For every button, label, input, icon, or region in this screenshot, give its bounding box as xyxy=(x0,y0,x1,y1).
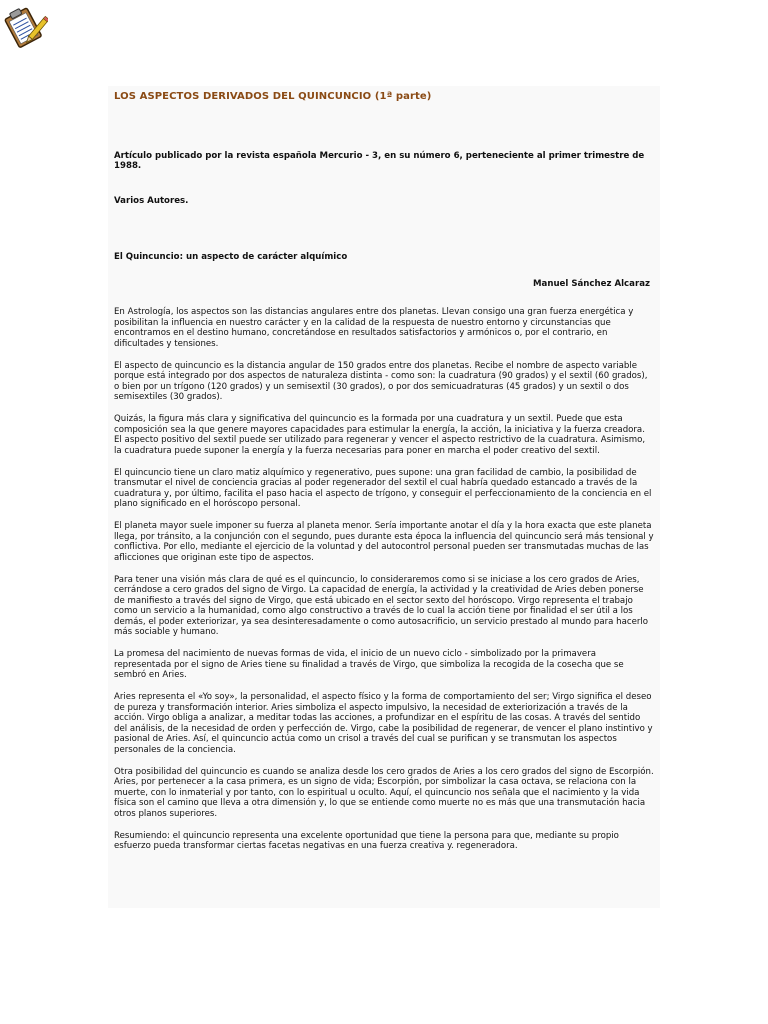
body-paragraph: Quizás, la figura más clara y significativa del quincuncio es la formada por una cuadratura y un sextil. Puede que esta composición sea la que genere mayores capacidades para estimular la energía, la acción, la iniciativa y la fuerza creadora. El aspecto positivo del sextil puede ser utilizado para regenerar y vencer el aspecto restrictivo de la cuadratura. Asimismo, la cuadratura puede suponer la energía y la fuerza necesarias para poner en marcha el poder creativo del sextil. xyxy=(114,414,646,456)
body-paragraph: El quincuncio tiene un claro matiz alquímico y regenerativo, pues supone: una gran facilidad de cambio, la posibilidad de transmutar el nivel de conciencia gracias al poder regenerador del sextil el cual habría quedado estancado a través de la cuadratura y, por último, facilita el paso hacia el aspecto de trígono, y conseguir el perfeccionamiento de la conciencia en el plano significado en el horóscopo personal. xyxy=(114,467,652,509)
article-content xyxy=(114,90,654,863)
article-body xyxy=(114,307,654,852)
body-paragraph: Otra posibilidad del quincuncio es cuando se analiza desde los cero grados de Aries a los cero grados del signo de Escorpión. Aries, por pertenecer a la casa primera, es un signo de vida; Escorpión, por simbolizar la casa octava, se relaciona con la muerte, con lo inmaterial y por tanto, con lo espiritual u oculto. Aquí, el quincuncio nos señala que el nacimiento y la vida física son el camino que lleva a otra dimensión y, lo que se entiende como muerte no es más que una transmutación hacia otros planos superiores. xyxy=(114,766,654,819)
body-paragraph: Aries representa el «Yo soy», la personalidad, el aspecto físico y la forma de comportamiento del ser; Virgo significa el deseo de pureza y transformación interior. Aries simboliza el aspecto impulsivo, la necesidad de exteriorización a través de la acción. Virgo obliga a analizar, a meditar todas las acciones, a profundizar en el espíritu de las cosas. A través del sentido del análisis, de la necesidad de orden y perfección de. Virgo, cabe la posibilidad de regenerar, de vencer el plano instintivo y pasional de Aries. Así, el quincuncio actúa como un crisol a través del cual se purifican y se transmutan los aspectos personales de la conciencia. xyxy=(114,692,653,755)
author-name: Manuel Sánchez Alcaraz xyxy=(532,279,650,289)
body-paragraph: En Astrología, los aspectos son las distancias angulares entre dos planetas. Llevan consigo una gran fuerza energética y posibilitan la influencia en nuestro carácter y en la calidad de la respuesta de nuestro entorno y circunstancias que encontramos en el destino humano, concretándose en resultados satisfactorios y armónicos o, por el contrario, en dificultades y tensiones. xyxy=(114,307,634,349)
body-paragraph: El planeta mayor suele imponer su fuerza al planeta menor. Sería importante anotar el día y la hora exacta que este planeta llega, por tránsito, a la conjunción con el segundo, pues durante esta época la influencia del quincuncio será más tensional y conflictiva. Por ello, mediante el ejercicio de la voluntad y del autocontrol personal pueden ser transmutadas muchas de las aflicciones que originan este tipo de aspectos. xyxy=(114,521,654,563)
body-paragraph: Para tener una visión más clara de qué es el quincuncio, lo consideraremos como si se iniciase a los cero grados de Aries, cerrándose a cero grados del signo de Virgo. La capacidad de energía, la actividad y la creatividad de Aries deben ponerse de manifiesto a través del signo de Virgo, que está ubicado en el sector sexto del horóscopo. Virgo representa el trabajo como un servicio a la humanidad, como algo constructivo a través de lo cual la acción tiene por finalidad el ser útil a los demás, el poder exteriorizar, ya sea desinteresadamente o como autosacrificio, un servicio prestado al mundo para hacerlo más sociable y humano. xyxy=(114,574,649,637)
page-title: LOS ASPECTOS DERIVADOS DEL QUINCUNCIO (1ª parte) xyxy=(114,91,432,102)
clipboard-pencil-icon xyxy=(2,2,48,52)
authors-line: Varios Autores. xyxy=(114,196,189,206)
body-paragraph: Resumiendo: el quincuncio representa una excelente oportunidad que tiene la persona para que, mediante su propio esfuerzo pueda transformar ciertas facetas negativas en una fuerza creativa y. regeneradora. xyxy=(114,830,619,851)
body-paragraph: La promesa del nacimiento de nuevas formas de vida, el inicio de un nuevo ciclo - simbolizado por la primavera representada por el signo de Aries tiene su finalidad a través de Virgo, que simboliza la recogida de la cosecha que se sembró en Aries. xyxy=(114,649,624,680)
publication-note: Artículo publicado por la revista española Mercurio - 3, en su número 6, perteneciente al primer trimestre de 1988. xyxy=(114,151,645,171)
article-title: El Quincuncio: un aspecto de carácter alquímico xyxy=(114,252,348,262)
body-paragraph: El aspecto de quincuncio es la distancia angular de 150 grados entre dos planetas. Recibe el nombre de aspecto variable porque está integrado por dos aspectos de naturaleza distinta - como son: la cuadratura (90 grados) y el sextil (60 grados), o bien por un trígono (120 grados) y un semisextil (30 grados), o por dos semicuadraturas (45 grados) y un sextil o dos semisextiles (30 grados). xyxy=(114,360,648,402)
